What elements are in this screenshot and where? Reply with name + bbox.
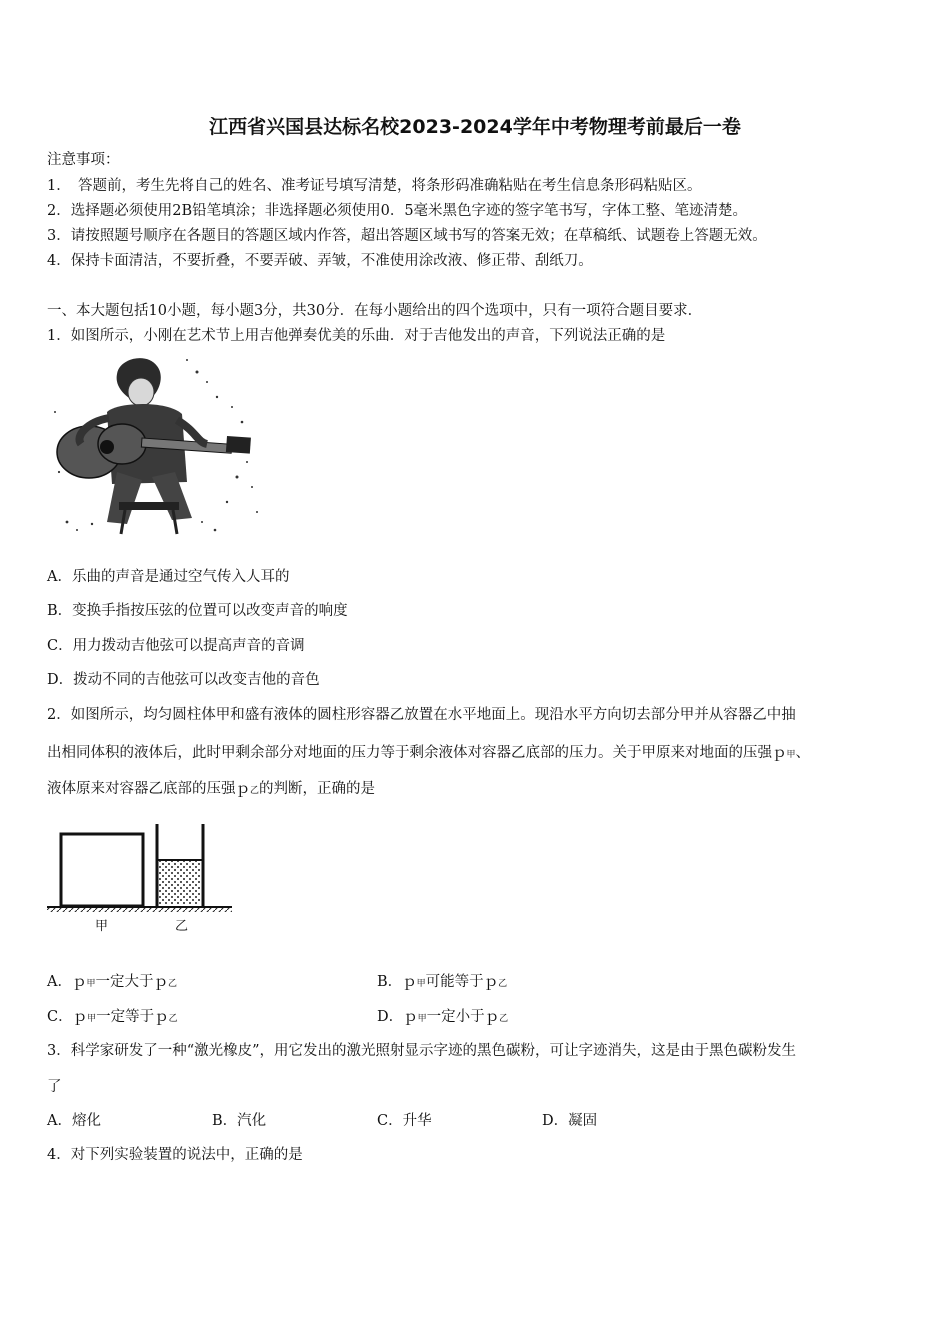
q2-option-b: B．ｐ甲可能等于ｐ乙 bbox=[377, 974, 508, 990]
notice-item: 2．选择题必须使用2B铅笔填涂；非选择题必须使用0．5毫米黑色字迹的签字笔书写，字体工整、笔迹清楚。 bbox=[47, 203, 748, 219]
page-title: 江西省兴国县达标名校2023-2024学年中考物理考前最后一卷 bbox=[209, 116, 741, 138]
q1-option-b: B．变换手指按压弦的位置可以改变声音的响度 bbox=[47, 603, 348, 619]
q3-option-c: C．升华 bbox=[377, 1113, 432, 1129]
notice-item: 4．保持卡面清洁，不要折叠，不要弄破、弄皱，不准使用涂改液、修正带、刮纸刀。 bbox=[47, 253, 593, 269]
notice-item: 1． 答题前，考生先将自己的姓名、准考证号填写清楚，将条形码准确粘贴在考生信息条形码粘贴区。 bbox=[47, 178, 702, 194]
guitar-player-figure bbox=[47, 352, 267, 537]
q3-option-a: A．熔化 bbox=[47, 1113, 101, 1129]
q1-option-c: C．用力拨动吉他弦可以提高声音的音调 bbox=[47, 638, 305, 654]
q1-option-d: D．拨动不同的吉他弦可以改变吉他的音色 bbox=[47, 672, 320, 688]
notice-item: 3．请按照题号顺序在各题目的答题区域内作答，超出答题区域书写的答案无效；在草稿纸、试题卷上答题无效。 bbox=[47, 228, 767, 244]
figure-label-jia: 甲 bbox=[95, 919, 109, 934]
question-1-stem: 1．如图所示，小刚在艺术节上用吉他弹奏优美的乐曲．对于吉他发出的声音，下列说法正确的是 bbox=[47, 328, 666, 344]
question-3-stem-line1: 3．科学家研发了一种“激光橡皮”，用它发出的激光照射显示字迹的黑色碳粉，可让字迹消失，这是由于黑色碳粉发生 bbox=[47, 1043, 797, 1059]
question-4-stem: 4．对下列实验装置的说法中，正确的是 bbox=[47, 1147, 303, 1163]
question-2-stem-line1: 2．如图所示，均匀圆柱体甲和盛有液体的圆柱形容器乙放置在水平地面上。现沿水平方向切去部分甲并从容器乙中抽 bbox=[47, 707, 796, 723]
q1-option-a: A．乐曲的声音是通过空气传入人耳的 bbox=[47, 569, 290, 585]
cylinder-container-figure bbox=[47, 820, 237, 920]
question-3-stem-line2: 了 bbox=[47, 1079, 62, 1095]
question-2-stem-line2: 出相同体积的液体后，此时甲剩余部分对地面的压力等于剩余液体对容器乙底部的压力。关于甲原来对地面的压强ｐ甲、 bbox=[47, 745, 811, 761]
section-heading: 一、本大题包括10小题，每小题3分，共30分．在每小题给出的四个选项中，只有一项符合题目要求． bbox=[47, 303, 703, 319]
figure-label-yi: 乙 bbox=[175, 919, 189, 934]
q2-option-a: A．ｐ甲一定大于ｐ乙 bbox=[47, 974, 178, 990]
notice-heading: 注意事项： bbox=[47, 152, 120, 168]
question-2-stem-line3: 液体原来对容器乙底部的压强ｐ乙的判断，正确的是 bbox=[47, 781, 376, 797]
q3-option-d: D．凝固 bbox=[542, 1113, 598, 1129]
q2-option-c: C．ｐ甲一定等于ｐ乙 bbox=[47, 1009, 178, 1025]
q3-option-b: B．汽化 bbox=[212, 1113, 267, 1129]
q2-option-d: D．ｐ甲一定小于ｐ乙 bbox=[377, 1009, 509, 1025]
